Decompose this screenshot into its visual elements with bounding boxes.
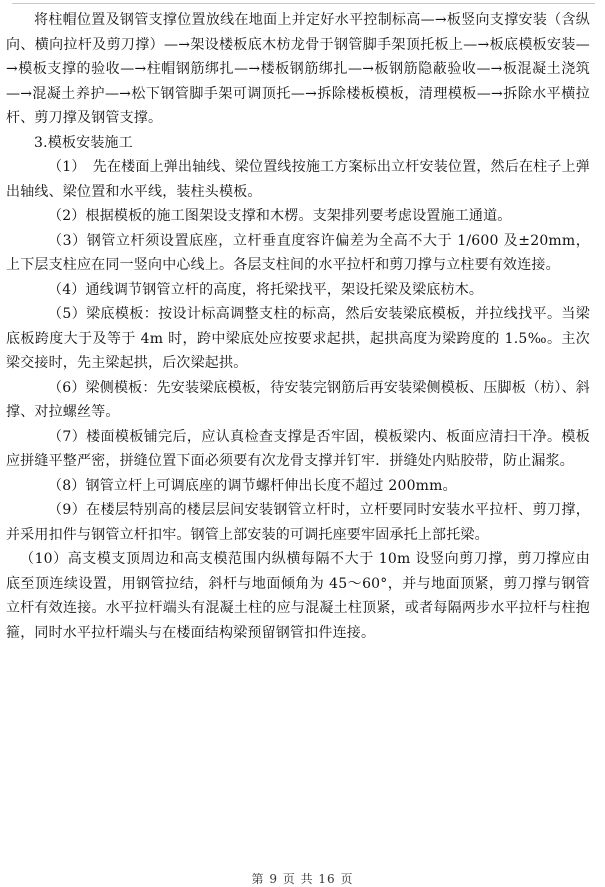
top-divider bbox=[12, 3, 595, 4]
section-heading: 3.模板安装施工 bbox=[34, 134, 133, 151]
list-item-5: （5）梁底模板：按设计标高调整支柱的标高，然后安装梁底模板，并拉线找平。当梁底板跨度大于及等于 4m 时，跨中梁底处应按要求起拱，起拱高度为梁跨度的 1.5‰。主次梁交接时，先主梁起拱，后次梁起拱。 bbox=[6, 306, 590, 371]
intro-paragraph: 将柱帽位置及钢管支撑位置放线在地面上并定好水平控制标高—→板竖向支撑安装（含纵向、横向拉杆及剪刀撑）—→架设楼板底木枋龙骨于钢管脚手架顶托板上—→板底模板安装—→模板支撑的验收—→柱帽钢筋绑扎—→楼板钢筋绑扎—→板钢筋隐蔽验收—→板混凝土浇筑—→混凝土养护—→松下钢管脚手架可调顶托—→拆除楼板模板，清理模板—→拆除水平横拉杆、剪刀撑及钢管支撑。 bbox=[6, 12, 590, 126]
page-number-footer: 第 9 页 共 16 页 bbox=[251, 872, 354, 886]
list-item-8: （8）钢管立杆上可调底座的调节螺杆伸出长度不超过 200mm。 bbox=[48, 477, 457, 494]
document-body bbox=[6, 8, 590, 645]
list-item-3: （3）钢管立杆须设置底座，立杆垂直度容许偏差为全高不大于 1/600 及±20mm，上下层支柱应在同一竖向中心线上。各层支柱间的水平拉杆和剪刀撑与立柱要有效连接。 bbox=[6, 232, 590, 273]
list-item-10: （10）高支模支顶周边和高支模范围内纵横每隔不大于 10m 设竖向剪刀撑，剪刀撑应由底至顶连续设置，用钢管拉结，斜杆与地面倾角为 45～60°，并与地面顶紧，剪刀撑与钢管立杆有效连接。水平拉杆端头有混凝土柱的应与混凝土柱顶紧，或者每隔两步水平拉杆与柱抱箍，同时水平拉杆端头与在楼面结构梁预留钢管扣件连接。 bbox=[6, 551, 590, 641]
list-item-9: （9）在楼层特别高的楼层层间安装钢管立杆时，立杆要同时安装水平拉杆、剪刀撑，并采用扣件与钢管立杆扣牢。钢管上部安装的可调托座要牢固承托上部托梁。 bbox=[6, 502, 590, 543]
list-item-4: （4）通线调节钢管立杆的高度，将托梁找平，架设托梁及梁底枋木。 bbox=[48, 281, 484, 298]
list-item-6: （6）梁侧模板：先安装梁底模板，待安装完钢筋后再安装梁侧模板、压脚板（枋）、斜撑、对拉螺丝等。 bbox=[6, 379, 590, 420]
list-item-1: （1） 先在楼面上弹出轴线、梁位置线按施工方案标出立杆安装位置，然后在柱子上弹出轴线、梁位置和水平线，装柱头模板。 bbox=[6, 159, 590, 200]
list-item-2: （2）根据模板的施工图架设支撑和木楞。支架排列要考虑设置施工通道。 bbox=[48, 208, 512, 224]
list-item-7: （7）楼面模板铺完后，应认真检查支撑是否牢固，模板梁内、板面应清扫干净。模板应拼缝平整严密，拼缝位置下面必须要有次龙骨支撑并钉牢．拼缝处内贴胶带，防止漏浆。 bbox=[6, 428, 590, 469]
